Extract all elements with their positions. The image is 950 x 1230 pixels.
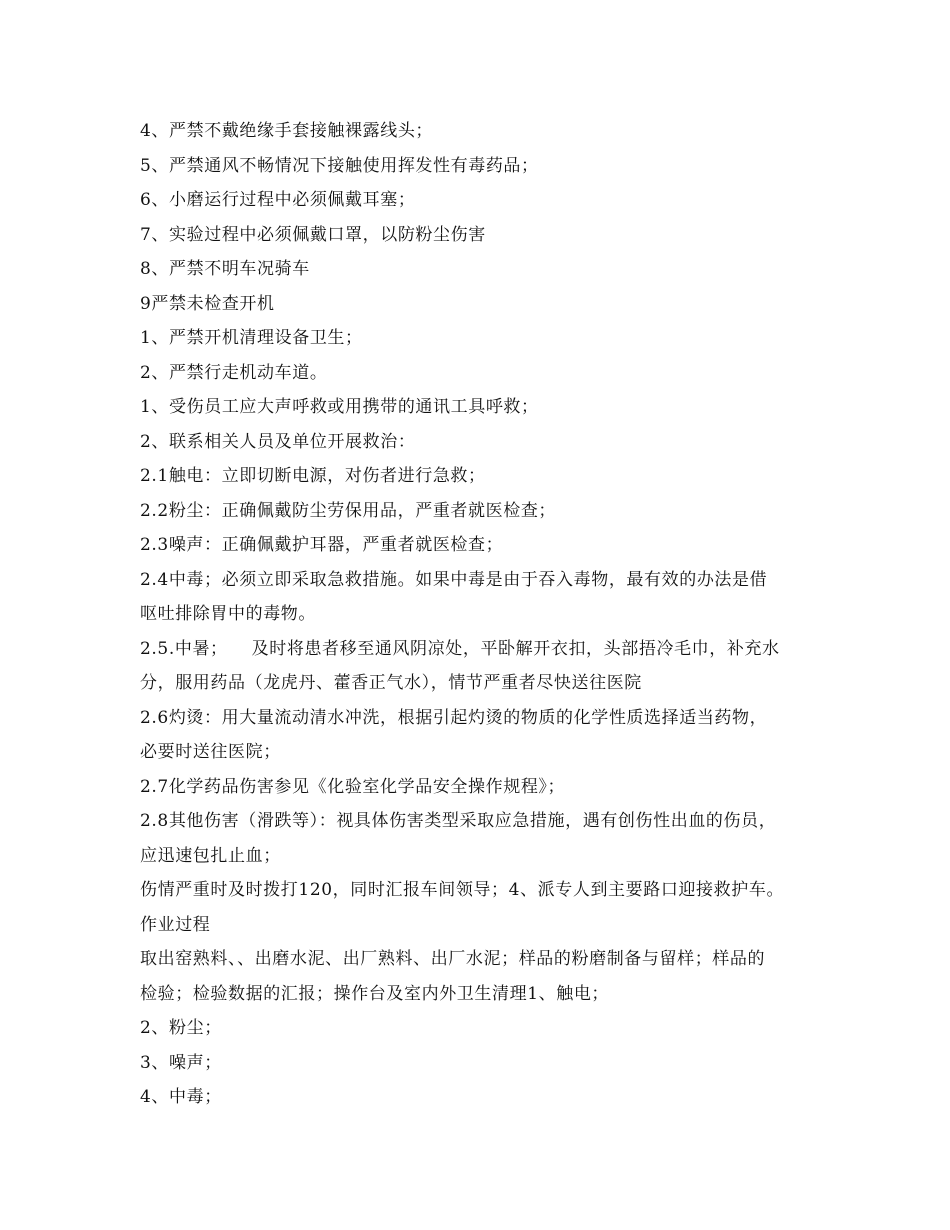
- text-line: 2.4中毒；必须立即采取急救措施。如果中毒是由于吞入毒物，最有效的办法是借: [140, 569, 768, 590]
- text-line: 应迅速包扎止血；: [140, 845, 281, 866]
- text-line: 2、联系相关人员及单位开展救治：: [140, 431, 416, 452]
- text-line: 2.8其他伤害（滑跌等）：视具体伤害类型采取应急措施，遇有创伤性出血的伤员，: [140, 811, 777, 831]
- text-line: 呕吐排除胃中的毒物。: [140, 604, 316, 624]
- text-line: 作业过程: [140, 914, 211, 935]
- text-line: 伤情严重时及时拨打120，同时汇报车间领导；4、派专人到主要路口迎接救护车。: [140, 880, 785, 900]
- text-line: 7、实验过程中必须佩戴口罩，以防粉尘伤害: [140, 224, 486, 245]
- text-line: 2.1触电：立即切断电源，对伤者进行急救；: [140, 466, 486, 486]
- text-line: 取出窑熟料、、出磨水泥、出厂熟料、出厂水泥；样品的粉磨制备与留样；样品的: [140, 949, 766, 969]
- text-line: 9严禁未检查开机: [140, 293, 275, 314]
- text-line: 2.2粉尘：正确佩戴防尘劳保用品，严重者就医检查；: [140, 500, 557, 521]
- text-line: 5、严禁通风不畅情况下接触使用挥发性有毒药品；: [140, 155, 539, 176]
- text-line: 2、严禁行走机动车道。: [140, 362, 328, 383]
- text-line: 1、严禁开机清理设备卫生；: [140, 328, 363, 348]
- text-line: 2.6灼烫：用大量流动清水冲洗，根据引起灼烫的物质的化学性质选择适当药物，: [140, 707, 768, 728]
- text-line: 2.3噪声：正确佩戴护耳器，严重者就医检查；: [140, 535, 504, 555]
- text-line: 2、粉尘；: [140, 1018, 222, 1038]
- document-body: [140, 114, 815, 1115]
- text-line: 分，服用药品（龙虎丹、藿香正气水），情节严重者尽快送往医院: [140, 673, 642, 693]
- text-line: 2.5.中暑； 及时将患者移至通风阴凉处，平卧解开衣扣，头部捂冷毛巾，补充水: [140, 638, 780, 659]
- text-line: 6、小磨运行过程中必须佩戴耳塞；: [140, 190, 416, 210]
- text-line: 检验；检验数据的汇报；操作台及室内外卫生清理1、触电；: [140, 983, 610, 1004]
- text-line: 3、噪声；: [140, 1052, 222, 1073]
- text-line: 2.7化学药品伤害参见《化验室化学品安全操作规程》；: [140, 776, 566, 797]
- text-line: 4、中毒；: [140, 1087, 222, 1107]
- text-line: 8、严禁不明车况骑车: [140, 259, 310, 279]
- text-line: 1、受伤员工应大声呼救或用携带的通讯工具呼救；: [140, 397, 539, 417]
- text-line: 4、严禁不戴绝缘手套接触裸露线头；: [140, 121, 434, 141]
- text-line: 必要时送往医院；: [140, 742, 281, 762]
